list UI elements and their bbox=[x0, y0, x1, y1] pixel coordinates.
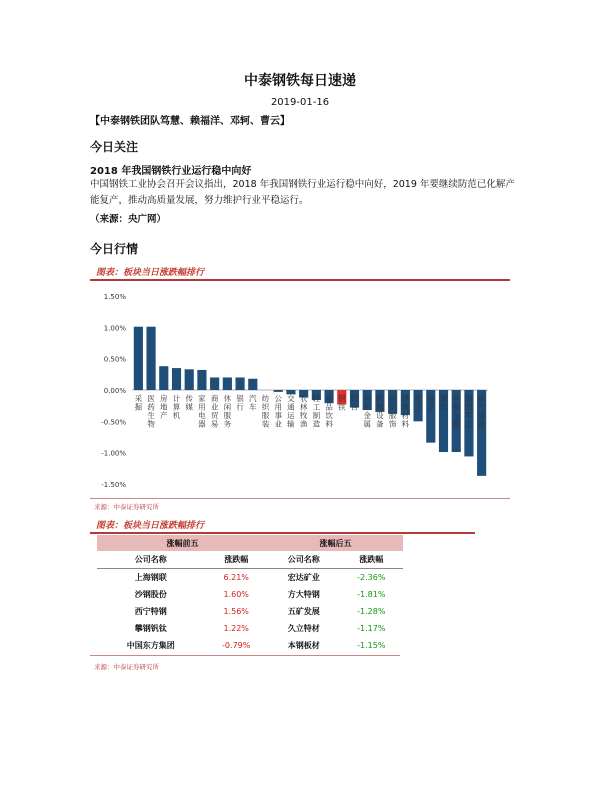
bottom-company: 方大特钢 bbox=[287, 590, 320, 599]
category-label: 房地产 bbox=[160, 394, 168, 420]
figure2-top-rule bbox=[90, 532, 475, 534]
table-row bbox=[97, 586, 403, 603]
y-tick-label: 1.50% bbox=[103, 293, 126, 301]
focus-subheading: 2018 年我国钢铁行业运行稳中向好 bbox=[90, 166, 252, 177]
figure1-top-rule bbox=[90, 279, 510, 281]
top-change: 6.21% bbox=[223, 573, 249, 582]
table-row bbox=[97, 620, 403, 637]
category-label: 传媒 bbox=[185, 394, 193, 412]
category-label: 计算机 bbox=[172, 394, 181, 420]
bottom-company: 本钢板材 bbox=[287, 641, 320, 650]
page-title: 中泰钢铁每日速递 bbox=[244, 73, 356, 89]
bar bbox=[159, 366, 168, 390]
top-company: 西宁特钢 bbox=[134, 607, 167, 616]
figure2-title: 图表：板块当日涨跌幅排行 bbox=[96, 521, 205, 531]
table-group-row bbox=[97, 535, 403, 551]
category-label: 机械设备 bbox=[376, 394, 384, 429]
bar bbox=[235, 377, 244, 390]
category-label: 钢铁 bbox=[338, 394, 346, 412]
col-company-header: 公司名称 bbox=[97, 551, 205, 569]
report-date: 2019-01-16 bbox=[270, 97, 330, 108]
category-label: 轻工制造 bbox=[312, 394, 321, 429]
category-label: 公用事业 bbox=[274, 394, 282, 429]
category-label: 综合 bbox=[350, 394, 359, 412]
category-label: 纺织服饰 bbox=[388, 394, 397, 429]
bottom-change: -1.15% bbox=[357, 641, 386, 650]
market-heading: 今日行情 bbox=[90, 242, 139, 256]
bottom-company: 宏达矿业 bbox=[287, 573, 320, 582]
bottom-change: -1.17% bbox=[357, 624, 386, 633]
group-bottom-label: 涨幅后五 bbox=[268, 535, 403, 551]
sector-bar-chart bbox=[90, 282, 510, 494]
y-tick-label: -1.50% bbox=[101, 481, 126, 489]
top-company: 上海钢联 bbox=[134, 573, 167, 582]
category-label: 电气设备 bbox=[477, 394, 486, 429]
focus-body: 中国钢铁工业协会召开会议指出，2018 年我国钢铁行业运行稳中向好，2019 年要继续防范已化解产能复产，推动高质量发展，努力维护行业平稳运行。 bbox=[90, 179, 515, 206]
figure1-source: 来源：中泰证券研究所 bbox=[94, 503, 159, 511]
bottom-change: -1.28% bbox=[357, 607, 386, 616]
category-label: 医药生物 bbox=[147, 394, 155, 429]
bar bbox=[274, 390, 283, 392]
y-tick-label: -1.00% bbox=[101, 449, 126, 458]
category-label: 有色金属 bbox=[363, 394, 371, 429]
top-change: 1.22% bbox=[223, 624, 249, 633]
category-label: 休闲服务 bbox=[223, 394, 232, 429]
figure2-bottom-rule bbox=[90, 655, 400, 656]
bottom-company: 久立特材 bbox=[287, 624, 320, 633]
category-label: 农林牧渔 bbox=[299, 394, 308, 429]
focus-heading: 今日关注 bbox=[90, 140, 139, 154]
col-company-header: 公司名称 bbox=[268, 551, 340, 569]
y-tick-label: -0.50% bbox=[101, 418, 126, 427]
ranking-table bbox=[97, 535, 403, 654]
category-label: 银行 bbox=[236, 394, 244, 412]
focus-source: （来源：央广网） bbox=[90, 214, 167, 225]
bar bbox=[223, 377, 232, 390]
figure1-bottom-rule bbox=[90, 498, 510, 499]
category-label: 商业贸易 bbox=[210, 394, 219, 429]
bar bbox=[134, 327, 143, 390]
top-change: 1.60% bbox=[223, 590, 249, 599]
y-tick-label: 1.00% bbox=[103, 324, 126, 333]
y-tick-label: 0.50% bbox=[103, 355, 126, 364]
y-tick-label: 0.00% bbox=[103, 387, 126, 395]
category-label: 交通运输 bbox=[287, 394, 295, 429]
top-company: 攀钢钒钛 bbox=[134, 624, 167, 633]
bar bbox=[185, 369, 194, 390]
top-company: 中国东方集团 bbox=[126, 641, 175, 650]
group-top-label: 涨幅前五 bbox=[97, 535, 268, 551]
top-change: 1.56% bbox=[223, 607, 249, 616]
figure1-title: 图表：板块当日涨跌幅排行 bbox=[96, 268, 205, 278]
team-credit: 【中泰钢铁团队笃慧、赖福洋、邓轲、曹云】 bbox=[90, 116, 290, 127]
bar bbox=[172, 368, 181, 390]
table-header-row bbox=[97, 551, 403, 569]
table-row bbox=[97, 569, 403, 587]
category-label: 纺织服装 bbox=[261, 394, 270, 429]
category-label: 电子 bbox=[427, 394, 435, 412]
bottom-company: 五矿发展 bbox=[287, 607, 320, 616]
bar bbox=[248, 379, 257, 390]
table-row bbox=[97, 603, 403, 620]
table-row bbox=[97, 637, 403, 654]
bottom-change: -2.36% bbox=[357, 573, 386, 582]
figure2-source: 来源：中泰证券研究所 bbox=[94, 663, 159, 671]
top-change: -0.79% bbox=[222, 641, 251, 650]
category-label: 国防军工 bbox=[465, 394, 473, 429]
bar bbox=[146, 327, 155, 390]
col-change-header: 涨跌幅 bbox=[205, 551, 268, 569]
category-label: 建筑材料 bbox=[401, 394, 410, 429]
top-company: 沙钢股份 bbox=[134, 590, 167, 599]
bottom-change: -1.81% bbox=[357, 590, 386, 599]
category-label: 化工 bbox=[414, 394, 422, 412]
col-change-header: 涨跌幅 bbox=[340, 551, 403, 569]
category-label: 通信 bbox=[439, 394, 448, 412]
category-label: 非银金融 bbox=[452, 394, 460, 429]
category-label: 汽车 bbox=[249, 394, 257, 412]
bar bbox=[197, 370, 206, 390]
category-label: 食品饮料 bbox=[325, 394, 333, 429]
bar bbox=[210, 377, 219, 390]
category-label: 家用电器 bbox=[198, 394, 206, 429]
category-label: 采掘 bbox=[134, 394, 143, 412]
